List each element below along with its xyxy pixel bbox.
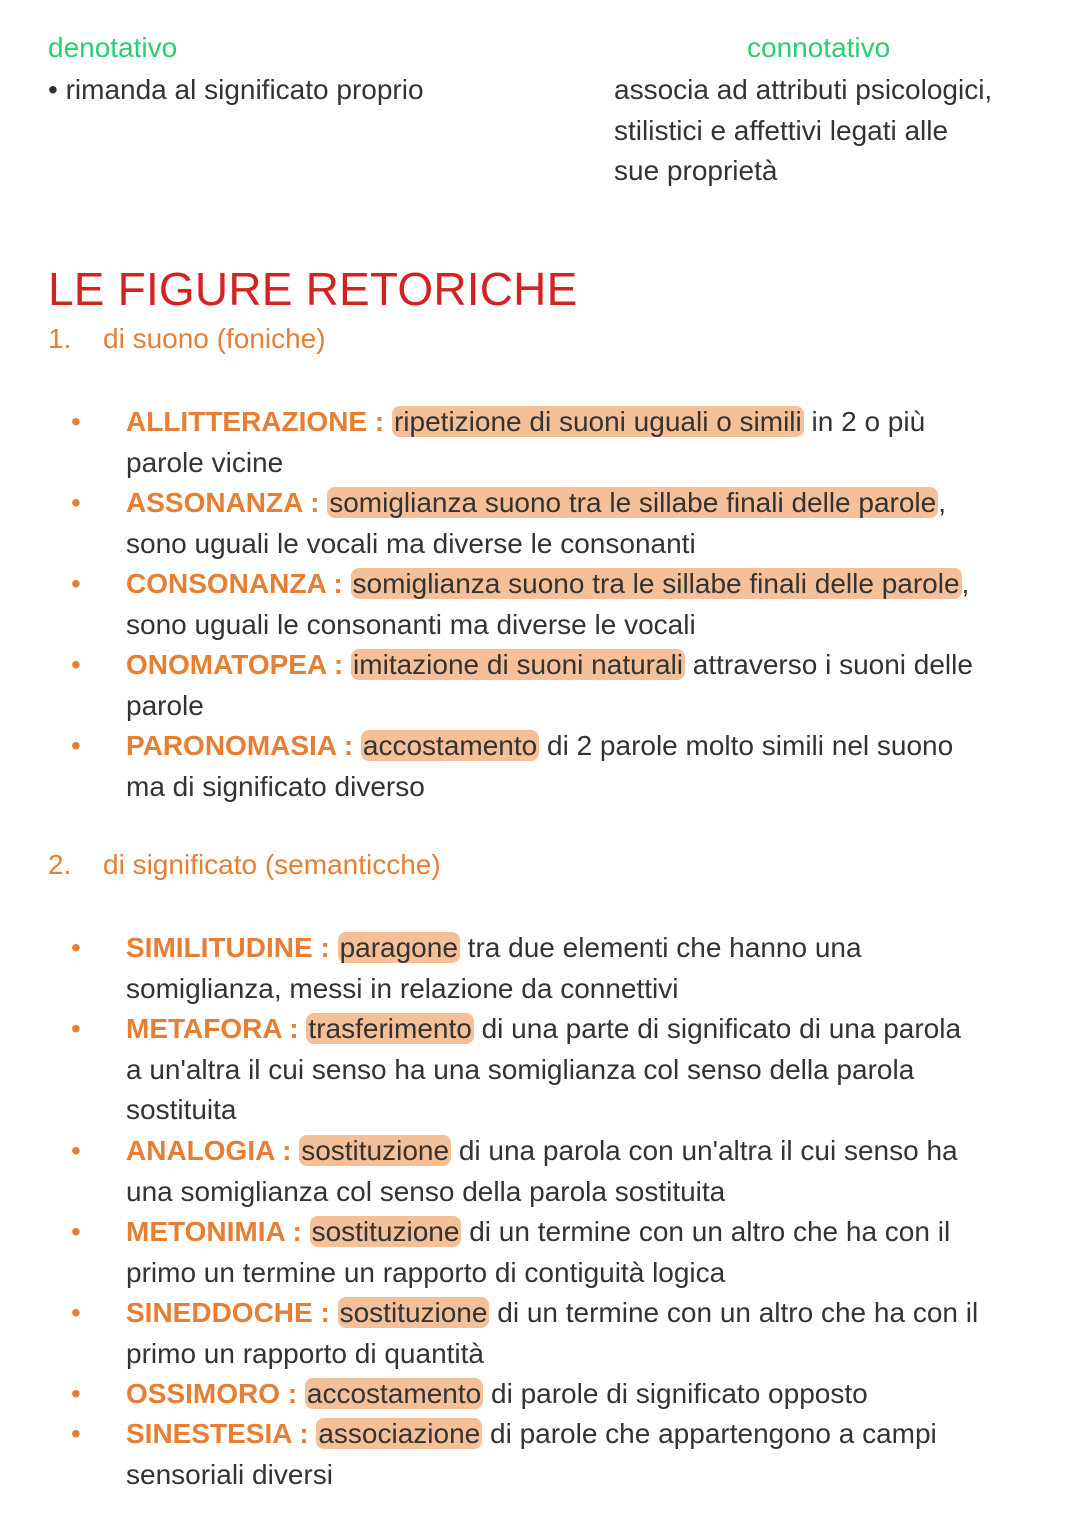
text: di parole di significato opposto xyxy=(483,1378,868,1409)
text-line: a un'altra il cui senso ha una somiglianza col senso della parola xyxy=(126,1053,915,1085)
connotativo-text xyxy=(614,70,992,192)
text-line: primo un rapporto di quantità xyxy=(126,1337,484,1369)
bullet-icon: • xyxy=(71,406,81,437)
text: di 2 parole molto simili nel suono xyxy=(539,730,954,761)
term-separator: : xyxy=(281,1013,299,1044)
text: tra due elementi che hanno una xyxy=(459,932,862,963)
term-separator: : xyxy=(280,1378,298,1409)
list-item-sineddoche xyxy=(71,1293,1036,1374)
list-item-analogia xyxy=(71,1131,1036,1212)
term-separator: : xyxy=(312,932,330,963)
term-separator: : xyxy=(312,1297,330,1328)
list-item-sinestesia xyxy=(71,1414,1036,1495)
highlight: associazione xyxy=(318,1418,481,1449)
highlight: sostituzione xyxy=(301,1135,450,1166)
section-number: 2. xyxy=(48,849,72,880)
term: ASSONANZA xyxy=(126,487,303,518)
text-line: parole xyxy=(126,689,204,721)
list-item-assonanza xyxy=(71,483,1036,564)
bullet-icon: • xyxy=(71,1013,81,1044)
text: in 2 o più xyxy=(803,406,926,437)
page-title: LE FIGURE RETORICHE xyxy=(48,263,578,315)
denotativo-label: denotativo xyxy=(48,32,178,63)
text: attraverso i suoni delle xyxy=(685,649,973,680)
text: , xyxy=(961,568,970,599)
term: METAFORA xyxy=(126,1013,282,1044)
highlight: paragone xyxy=(339,932,458,963)
text-line: sensoriali diversi xyxy=(126,1458,333,1490)
highlight: somiglianza suono tra le sillabe finali delle parole xyxy=(352,568,960,599)
highlight: trasferimento xyxy=(308,1013,472,1044)
text-line: ma di significato diverso xyxy=(126,770,425,802)
text-line: sostituita xyxy=(126,1094,237,1125)
term: OSSIMORO xyxy=(126,1378,281,1409)
term: SINESTESIA xyxy=(126,1418,292,1449)
list-item-allitterazione xyxy=(71,402,1036,483)
text: di un termine con un altro che ha con il xyxy=(489,1297,979,1328)
text-line: parole vicine xyxy=(126,446,284,478)
term: PARONOMASIA xyxy=(126,730,336,761)
text-line: somiglianza, messi in relazione da connettivi xyxy=(126,972,679,1004)
text-line: primo un termine un rapporto di contiguità logica xyxy=(126,1256,726,1288)
term: SIMILITUDINE xyxy=(126,932,313,963)
highlight: accostamento xyxy=(306,1378,482,1409)
text: di parole che appartengono a campi xyxy=(482,1418,937,1449)
term-separator: : xyxy=(326,649,344,680)
connotativo-label: connotativo xyxy=(747,32,891,63)
bullet-icon: • xyxy=(71,932,81,963)
term-separator: : xyxy=(302,487,320,518)
list-item-paronomasia xyxy=(71,726,1036,807)
term: ALLITTERAZIONE xyxy=(126,406,368,437)
section-number: 1. xyxy=(48,323,72,354)
bullet-icon: • xyxy=(71,1135,81,1166)
section-title: di significato (semanticche) xyxy=(103,849,441,880)
section-heading-meaning xyxy=(48,849,441,881)
bullet-icon: • xyxy=(71,1297,81,1328)
bullet-icon: • xyxy=(71,1378,81,1409)
list-item-consonanza xyxy=(71,564,1036,645)
list-item-metafora xyxy=(71,1009,1036,1131)
text-line: una somiglianza col senso della parola sostituita xyxy=(126,1175,726,1207)
term: ONOMATOPEA xyxy=(126,649,327,680)
text-line: sono uguali le consonanti ma diverse le vocali xyxy=(126,608,696,640)
highlight: accostamento xyxy=(362,730,538,761)
denotativo-text: • rimanda al significato proprio xyxy=(48,74,424,105)
highlight: somiglianza suono tra le sillabe finali delle parole xyxy=(329,487,937,518)
highlight: sostituzione xyxy=(339,1297,488,1328)
section-heading-sound xyxy=(48,323,326,355)
bullet-icon: • xyxy=(71,1216,81,1247)
bullet-icon: • xyxy=(71,1418,81,1449)
section-title: di suono (foniche) xyxy=(103,323,326,354)
text: di una parte di significato di una parola xyxy=(473,1013,962,1044)
term: METONIMIA xyxy=(126,1216,285,1247)
term-separator: : xyxy=(325,568,343,599)
text-line: sono uguali le vocali ma diverse le consonanti xyxy=(126,527,696,559)
connotativo-line: sue proprietà xyxy=(614,155,778,186)
highlight: imitazione di suoni naturali xyxy=(353,649,684,680)
connotativo-line: stilistici e affettivi legati alle xyxy=(614,114,949,146)
term: CONSONANZA xyxy=(126,568,326,599)
list-item-ossimoro xyxy=(71,1374,1036,1415)
bullet-icon: • xyxy=(71,568,81,599)
list-item-onomatopea xyxy=(71,645,1036,726)
text: di una parola con un'altra il cui senso ha xyxy=(451,1135,958,1166)
term-separator: : xyxy=(274,1135,292,1166)
term: SINEDDOCHE xyxy=(126,1297,313,1328)
bullet-icon: • xyxy=(71,487,81,518)
highlight: sostituzione xyxy=(311,1216,460,1247)
term-separator: : xyxy=(336,730,354,761)
term-separator: : xyxy=(284,1216,302,1247)
bullet-icon: • xyxy=(71,730,81,761)
term: ANALOGIA xyxy=(126,1135,275,1166)
text: , xyxy=(938,487,947,518)
bullet-icon: • xyxy=(71,649,81,680)
highlight: ripetizione di suoni uguali o simili xyxy=(393,406,802,437)
connotativo-line: associa ad attributi psicologici, xyxy=(614,74,993,105)
term-separator: : xyxy=(291,1418,309,1449)
text: di un termine con un altro che ha con il xyxy=(461,1216,951,1247)
list-item-metonimia xyxy=(71,1212,1036,1293)
term-separator: : xyxy=(367,406,385,437)
list-item-similitudine xyxy=(71,928,1036,1009)
